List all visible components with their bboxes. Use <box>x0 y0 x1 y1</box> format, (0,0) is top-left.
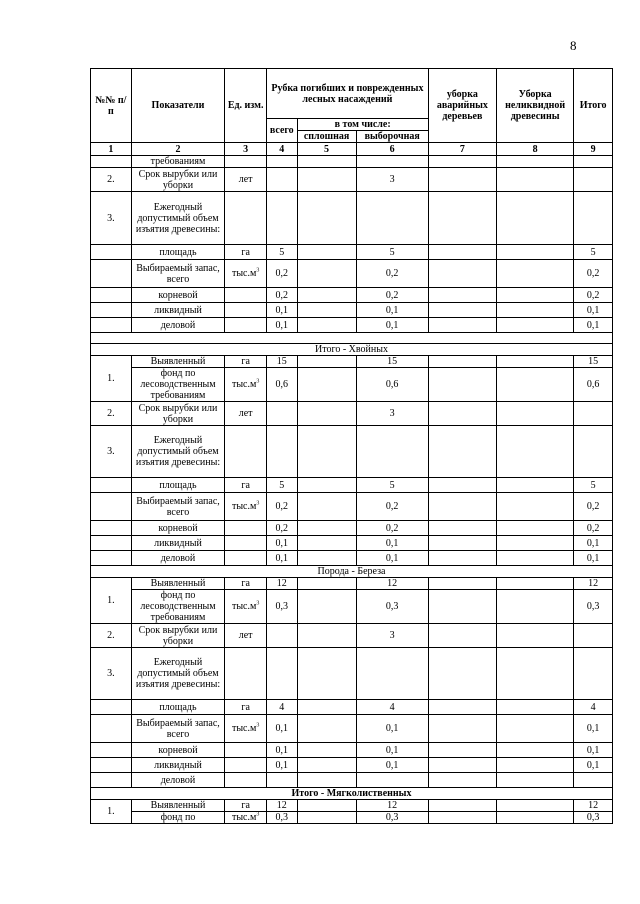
row-unit: га <box>225 800 267 812</box>
cell-value: 5 <box>267 478 298 493</box>
cell-value: 12 <box>356 578 428 590</box>
table-row <box>91 715 613 743</box>
cell-value: 0,2 <box>267 521 298 536</box>
section-title: Итого - Мягколиственных <box>91 788 613 800</box>
col-header-total: Итого <box>574 69 613 143</box>
table-row <box>91 356 613 368</box>
cell-value: 5 <box>356 478 428 493</box>
table-row <box>91 260 613 288</box>
unit-text: тыс.м <box>231 268 257 279</box>
col-header-group: Рубка погибших и поврежденных лесных насаждений <box>267 69 429 119</box>
col-num: 7 <box>428 143 496 156</box>
table-row <box>91 536 613 551</box>
table-row <box>91 478 613 493</box>
table-row <box>91 758 613 773</box>
cell-value: 0,3 <box>267 590 298 624</box>
row-label: Срок вырубки или уборки <box>131 624 225 648</box>
cell-value: 0,1 <box>267 758 298 773</box>
row-label: требованиям <box>131 156 225 168</box>
cell-value: 0,1 <box>267 715 298 743</box>
cell-value: 0,1 <box>267 551 298 566</box>
row-label: площадь <box>131 245 225 260</box>
col-num: 4 <box>267 143 298 156</box>
row-unit: $тыс.м^3$ <box>225 715 267 743</box>
cell-value: 0,3 <box>356 590 428 624</box>
section-title: Итого - Хвойных <box>91 344 613 356</box>
table-row <box>91 288 613 303</box>
cell-value: 5 <box>356 245 428 260</box>
row-unit: $тыс.м^3$ <box>225 260 267 288</box>
table-row <box>91 402 613 426</box>
col-header-including: в том числе: <box>297 119 428 131</box>
row-unit: $тыс.м^3$ <box>225 368 267 402</box>
cell-value: 0,6 <box>356 368 428 402</box>
row-unit: га <box>225 356 267 368</box>
table-row <box>91 368 613 402</box>
col-num: 2 <box>131 143 225 156</box>
cell-value: 0,1 <box>356 318 428 333</box>
row-label: фонд по лесоводственным требованиям <box>131 368 225 402</box>
cell-value: 0,1 <box>356 551 428 566</box>
row-unit: $тыс.м^3$ <box>225 812 267 824</box>
cell-value: 0,1 <box>356 758 428 773</box>
table-row <box>91 192 613 245</box>
cell-value: 0,3 <box>574 812 613 824</box>
row-label: площадь <box>131 700 225 715</box>
table-row <box>91 624 613 648</box>
row-number: 1. <box>91 800 132 824</box>
cell-value: 0,3 <box>574 590 613 624</box>
cell-value: 0,1 <box>356 303 428 318</box>
table-row <box>91 245 613 260</box>
cell-value: 0,6 <box>267 368 298 402</box>
row-label: Выбираемый запас, всего <box>131 493 225 521</box>
unit-text: тыс.м <box>231 723 257 734</box>
cell-value: 0,1 <box>574 303 613 318</box>
row-label: площадь <box>131 478 225 493</box>
table-row <box>91 800 613 812</box>
cell-value: 12 <box>267 578 298 590</box>
cell-value: 0,2 <box>574 493 613 521</box>
cell-value: 0,2 <box>267 288 298 303</box>
cell-value: 0,2 <box>574 288 613 303</box>
row-number: 3. <box>91 192 132 245</box>
table-row <box>91 493 613 521</box>
cell-value: 15 <box>356 356 428 368</box>
row-label: Выявленный <box>131 578 225 590</box>
cell-value: 0,1 <box>574 318 613 333</box>
cell-value: 0,1 <box>356 743 428 758</box>
cell-value: 4 <box>356 700 428 715</box>
page-number: 8 <box>570 38 577 53</box>
unit-text: тыс.м <box>231 812 257 823</box>
row-unit: га <box>225 245 267 260</box>
cell-value: 0,1 <box>574 551 613 566</box>
row-label: корневой <box>131 743 225 758</box>
unit-text: тыс.м <box>231 379 257 390</box>
unit-text: тыс.м <box>231 601 257 612</box>
cell-value: 0,2 <box>267 260 298 288</box>
col-header-solid: сплошная <box>297 131 356 143</box>
row-label: Выбираемый запас, всего <box>131 260 225 288</box>
table-row <box>91 303 613 318</box>
row-label: фонд по лесоводственным требованиям <box>131 590 225 624</box>
col-header-all: всего <box>267 119 298 143</box>
row-label: Срок вырубки или уборки <box>131 168 225 192</box>
table-row <box>91 318 613 333</box>
row-label: корневой <box>131 521 225 536</box>
row-label: Ежегодный допустимый объем изъятия древесины: <box>131 426 225 478</box>
row-label: ликвидный <box>131 536 225 551</box>
cell-value: 0,6 <box>574 368 613 402</box>
table-row <box>91 743 613 758</box>
cell-value: 0,2 <box>356 260 428 288</box>
cell-value: 5 <box>574 478 613 493</box>
cell-value: 0,2 <box>574 260 613 288</box>
row-number: 2. <box>91 168 132 192</box>
cell-value: 0,2 <box>574 521 613 536</box>
cell-value: 0,1 <box>574 743 613 758</box>
col-num: 8 <box>496 143 573 156</box>
row-label: Выбираемый запас, всего <box>131 715 225 743</box>
row-label: ликвидный <box>131 303 225 318</box>
forest-cutting-table <box>90 68 613 824</box>
col-num: 3 <box>225 143 267 156</box>
col-num: 5 <box>297 143 356 156</box>
row-label: Срок вырубки или уборки <box>131 402 225 426</box>
row-number: 1. <box>91 578 132 624</box>
col-num: 9 <box>574 143 613 156</box>
cell-value: 4 <box>574 700 613 715</box>
row-unit: $тыс.м^3$ <box>225 590 267 624</box>
cell-value: 5 <box>574 245 613 260</box>
row-number: 3. <box>91 426 132 478</box>
cell-value: 0,1 <box>574 715 613 743</box>
cell-value: 4 <box>267 700 298 715</box>
row-label: фонд по <box>131 812 225 824</box>
row-unit: лет <box>225 168 267 192</box>
row-label: Ежегодный допустимый объем изъятия древесины: <box>131 648 225 700</box>
col-header-indicators: Показатели <box>131 69 225 143</box>
col-num: 6 <box>356 143 428 156</box>
row-unit: лет <box>225 624 267 648</box>
col-header-unit: Ед. изм. <box>225 69 267 143</box>
section-title-row <box>91 566 613 578</box>
row-label: Ежегодный допустимый объем изъятия древесины: <box>131 192 225 245</box>
row-label: деловой <box>131 318 225 333</box>
row-number: 3. <box>91 648 132 700</box>
row-number: 2. <box>91 624 132 648</box>
cell-value: 0,1 <box>267 743 298 758</box>
row-unit: га <box>225 478 267 493</box>
cell-value: 12 <box>574 800 613 812</box>
row-unit: га <box>225 578 267 590</box>
section-title-row <box>91 344 613 356</box>
row-label: ликвидный <box>131 758 225 773</box>
table-row <box>91 156 613 168</box>
table-row <box>91 590 613 624</box>
cell-value: 0,2 <box>356 288 428 303</box>
cell-value: 0,1 <box>574 536 613 551</box>
cell-value: 0,1 <box>356 715 428 743</box>
table-row <box>91 578 613 590</box>
col-num: 1 <box>91 143 132 156</box>
row-unit: га <box>225 700 267 715</box>
table-row <box>91 648 613 700</box>
cell-value: 15 <box>267 356 298 368</box>
cell-value: 12 <box>356 800 428 812</box>
col-header-selective: выборочная <box>356 131 428 143</box>
cell-value: 0,3 <box>356 812 428 824</box>
column-numbers-row <box>91 143 613 156</box>
col-header-illiquid: Уборка неликвидной древесины <box>496 69 573 143</box>
cell-value: 0,2 <box>356 493 428 521</box>
cell-value: 12 <box>574 578 613 590</box>
cell-value: 3 <box>356 168 428 192</box>
row-label: Выявленный <box>131 800 225 812</box>
cell-value: 0,3 <box>267 812 298 824</box>
row-number: 1. <box>91 356 132 402</box>
cell-value: 0,1 <box>267 536 298 551</box>
cell-value: 15 <box>574 356 613 368</box>
cell-value: 5 <box>267 245 298 260</box>
cell-value: 12 <box>267 800 298 812</box>
section-title: Порода - Береза <box>91 566 613 578</box>
row-label: деловой <box>131 551 225 566</box>
table-row <box>91 812 613 824</box>
cell-value: 0,2 <box>267 493 298 521</box>
cell-value: 0,2 <box>356 521 428 536</box>
cell-value: 0,1 <box>267 318 298 333</box>
unit-text: тыс.м <box>231 501 257 512</box>
cell-value: 0,1 <box>574 758 613 773</box>
table-row <box>91 168 613 192</box>
table-row <box>91 700 613 715</box>
row-unit: $тыс.м^3$ <box>225 493 267 521</box>
col-header-number: №№ п/п <box>91 69 132 143</box>
cell-value: 3 <box>356 624 428 648</box>
row-number: 2. <box>91 402 132 426</box>
cell-value: 3 <box>356 402 428 426</box>
table-row <box>91 551 613 566</box>
row-label: корневой <box>131 288 225 303</box>
cell-value: 0,1 <box>267 303 298 318</box>
table-row <box>91 773 613 788</box>
cell-value: 0,1 <box>356 536 428 551</box>
table-row <box>91 521 613 536</box>
spacer-row <box>91 333 613 344</box>
row-label: Выявленный <box>131 356 225 368</box>
section-title-row <box>91 788 613 800</box>
col-header-emergency: уборка аварийных деревьев <box>428 69 496 143</box>
row-label: деловой <box>131 773 225 788</box>
table-row <box>91 426 613 478</box>
row-unit: лет <box>225 402 267 426</box>
